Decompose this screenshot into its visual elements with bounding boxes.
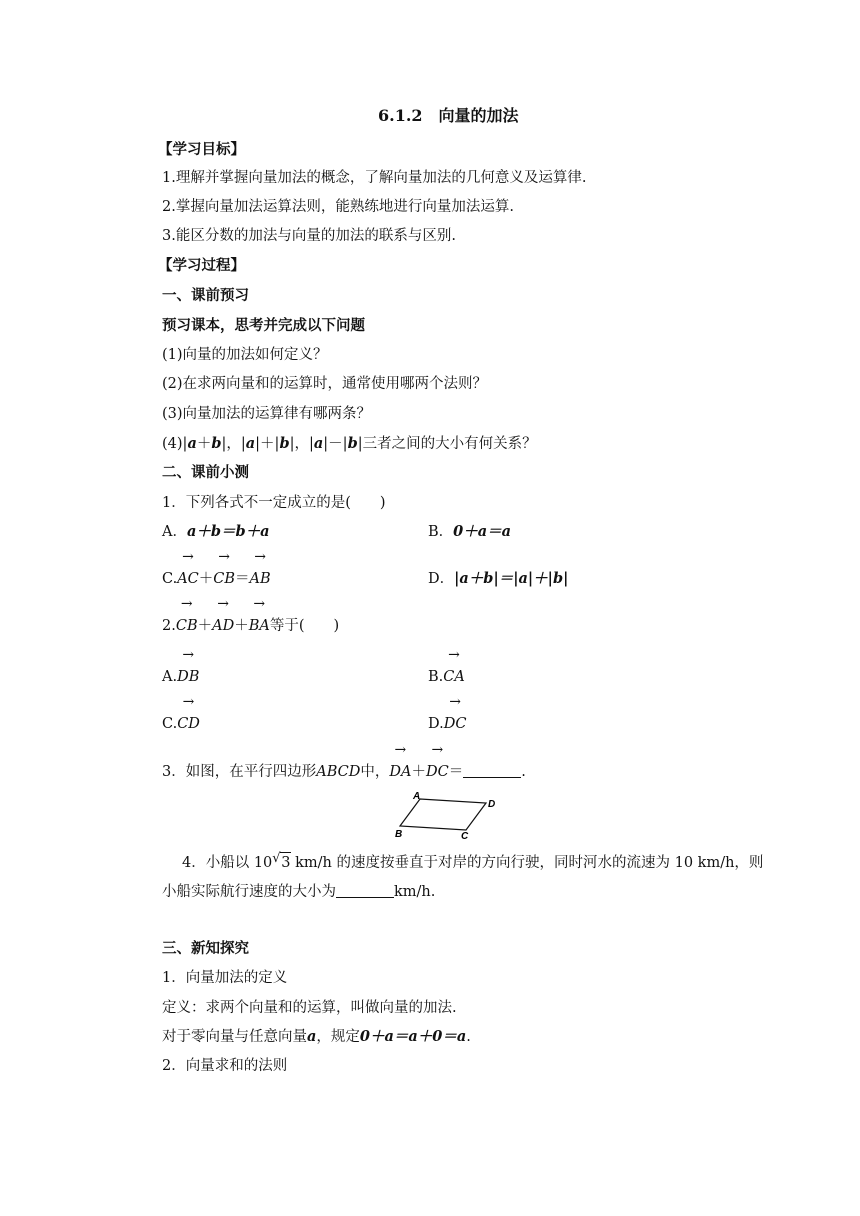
explore-zero-vector-rule: 对于零向量与任意向量a，规定0＋a＝a＋0＝a. bbox=[162, 1028, 471, 1045]
explore-section-2: 2．向量求和的法则 bbox=[162, 1058, 288, 1074]
quiz-q2-option-c: C.→ CD bbox=[162, 714, 200, 734]
process-heading: 【学习过程】 bbox=[158, 257, 245, 274]
answer-blank bbox=[336, 883, 394, 898]
preview-question-2: (2)在求两向量和的运算时，通常使用哪两个法则？ bbox=[162, 376, 488, 392]
figure-label-b: B bbox=[395, 829, 403, 840]
quiz-heading: 二、课前小测 bbox=[162, 464, 249, 481]
quiz-q1-option-d: D．|a＋b|＝|a|＋|b| bbox=[428, 570, 569, 587]
quiz-q1-option-b: B．0＋a＝a bbox=[428, 523, 512, 540]
goal-item-3: 3.能区分数的加法与向量的加法的联系与区别. bbox=[162, 228, 456, 244]
preview-question-3: (3)向量加法的运算律有哪两条？ bbox=[162, 406, 372, 422]
figure-label-d: D bbox=[488, 799, 496, 810]
quiz-question-4-line-2: 小船实际航行速度的大小为 km/h. bbox=[162, 884, 436, 900]
explore-definition: 定义：求两个向量和的运算，叫做向量的加法. bbox=[162, 1000, 457, 1016]
answer-blank bbox=[463, 763, 521, 778]
preview-heading: 一、课前预习 bbox=[162, 287, 249, 304]
preview-question-4: (4)|a＋b|，|a|＋|b|，|a|－|b|三者之间的大小有何关系？ bbox=[162, 435, 537, 452]
goal-item-2: 2.掌握向量加法运算法则，能熟练地进行向量加法运算. bbox=[162, 199, 514, 215]
quiz-q2-option-d: D.→ DC bbox=[428, 714, 466, 734]
page-title: 6.1.2 向量的加法 bbox=[378, 106, 519, 125]
quiz-question-2: 2.→ CB＋→ AD＋→ BA等于( ) bbox=[162, 616, 339, 636]
preview-intro: 预习课本，思考并完成以下问题 bbox=[162, 317, 365, 334]
explore-section-1: 1．向量加法的定义 bbox=[162, 970, 288, 986]
goals-heading: 【学习目标】 bbox=[158, 141, 245, 158]
quiz-q1-option-c: C.→ AC＋→ CB＝→ AB bbox=[162, 569, 271, 589]
quiz-question-1: 1．下列各式不一定成立的是( ) bbox=[162, 495, 386, 511]
explore-heading: 三、新知探究 bbox=[162, 940, 249, 957]
quiz-q2-option-a: A.→ DB bbox=[162, 667, 199, 687]
quiz-question-3: 3．如图，在平行四边形ABCD中，→ DA＋→ DC＝ . bbox=[162, 762, 526, 782]
quiz-question-4: 4．小船以 10√ 3 km/h 的速度按垂直于对岸的方向行驶，同时河水的流速为 10 km/h，则 bbox=[182, 852, 763, 873]
sqrt-symbol: √ 3 bbox=[280, 852, 290, 873]
parallelogram-figure bbox=[388, 790, 504, 842]
preview-question-1: (1)向量的加法如何定义？ bbox=[162, 347, 328, 363]
figure-label-a: A bbox=[413, 791, 421, 802]
goal-item-1: 1.理解并掌握向量加法的概念，了解向量加法的几何意义及运算律. bbox=[162, 170, 587, 186]
quiz-q2-option-b: B.→ CA bbox=[428, 667, 465, 687]
quiz-q1-option-a: A．a＋b＝b＋a bbox=[162, 523, 270, 540]
parallelogram-shape bbox=[400, 799, 486, 830]
figure-label-c: C bbox=[461, 831, 469, 842]
